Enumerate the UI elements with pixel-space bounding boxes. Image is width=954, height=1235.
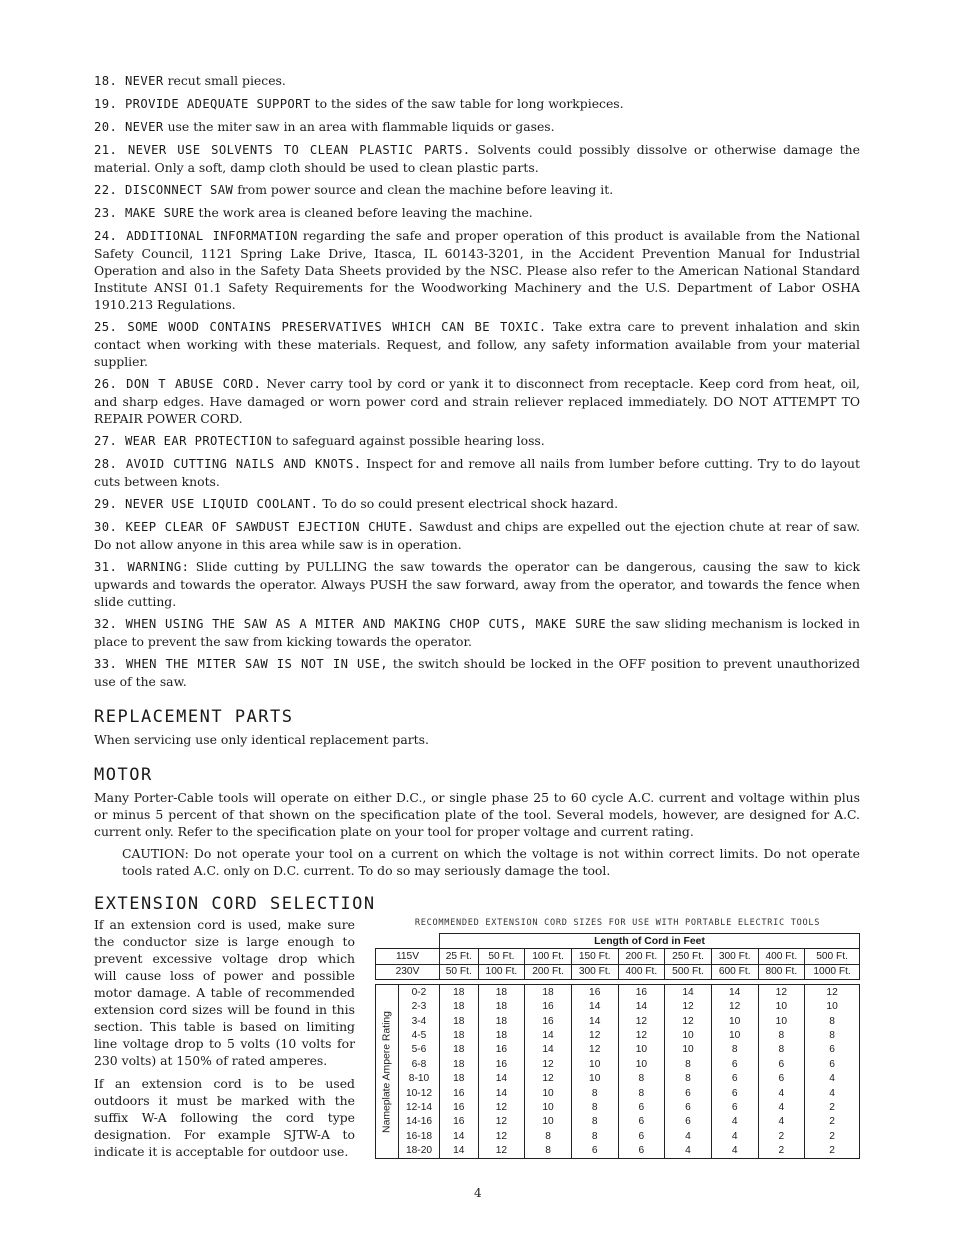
- safety-rule-lead: 33. WHEN THE MITER SAW IS NOT IN USE,: [94, 657, 388, 671]
- safety-rule-lead: 30. KEEP CLEAR OF SAWDUST EJECTION CHUTE.: [94, 520, 415, 534]
- motor-text: Many Porter-Cable tools will operate on either D.C., or single phase 25 to 60 cycle A.C. current and voltage within plus or minus 5 percent of that shown on the specification plate of the tool. Several models, however, are designed for A.C. current only. Refer to the specification plate on your tool for proper voltage and current rating.: [94, 790, 860, 839]
- safety-rule-lead: 20. NEVER: [94, 120, 164, 134]
- safety-rule-text: from power source and clean the machine before leaving it.: [233, 182, 614, 197]
- gauge-value: 14: [525, 1043, 572, 1057]
- gauge-value: 18: [440, 1000, 479, 1014]
- gauge-value: 6: [618, 1100, 665, 1114]
- gauge-value: 16: [440, 1115, 479, 1129]
- length-115v: 400 Ft.: [758, 949, 805, 964]
- ampere-range: 8-10: [399, 1072, 440, 1086]
- gauge-value: 6: [711, 1086, 758, 1100]
- ampere-range: 0-2: [399, 985, 440, 1000]
- safety-rule-text: recut small pieces.: [163, 73, 286, 88]
- length-115v: 200 Ft.: [618, 949, 665, 964]
- gauge-value: 8: [571, 1100, 618, 1114]
- length-230v: 500 Ft.: [665, 964, 712, 979]
- safety-rule-text: to the sides of the saw table for long workpieces.: [310, 96, 624, 111]
- safety-rule-lead: 23. MAKE SURE: [94, 206, 195, 220]
- gauge-value: 12: [478, 1100, 525, 1114]
- safety-rule-text: the work area is cleaned before leaving the machine.: [194, 205, 533, 220]
- extension-cord-table-block: [375, 916, 860, 1159]
- gauge-value: 10: [805, 1000, 860, 1014]
- gauge-value: 8: [711, 1043, 758, 1057]
- gauge-value: 6: [665, 1086, 712, 1100]
- gauge-value: 14: [478, 1086, 525, 1100]
- safety-rule: [94, 118, 860, 136]
- gauge-value: 18: [440, 1072, 479, 1086]
- gauge-value: 4: [805, 1072, 860, 1086]
- ampere-range: 14-16: [399, 1115, 440, 1129]
- gauge-value: 10: [525, 1086, 572, 1100]
- safety-rules-list: [94, 72, 860, 690]
- length-230v: 1000 Ft.: [805, 964, 860, 979]
- safety-rule-lead: 27. WEAR EAR PROTECTION: [94, 434, 272, 448]
- length-230v: 600 Ft.: [711, 964, 758, 979]
- gauge-value: 10: [571, 1057, 618, 1071]
- gauge-value: 2: [805, 1115, 860, 1129]
- gauge-value: 14: [478, 1072, 525, 1086]
- gauge-value: 12: [665, 1000, 712, 1014]
- gauge-value: 10: [758, 1000, 805, 1014]
- nameplate-ampere-text: Nameplate Ampere Rating: [381, 1010, 393, 1133]
- gauge-value: 14: [571, 1000, 618, 1014]
- table-row: [376, 1072, 860, 1086]
- gauge-value: 8: [571, 1086, 618, 1100]
- ampere-range: 10-12: [399, 1086, 440, 1100]
- gauge-value: 16: [525, 1014, 572, 1028]
- gauge-value: 18: [478, 1000, 525, 1014]
- length-115v: 25 Ft.: [440, 949, 479, 964]
- ampere-range: 5-6: [399, 1043, 440, 1057]
- safety-rule: [94, 72, 860, 90]
- length-230v: 300 Ft.: [571, 964, 618, 979]
- extension-cord-para-2: If an extension cord is to be used outdoors it must be marked with the suffix W-A following the cord type designation. For example SJTW-A to indicate it is acceptable for outdoor use.: [94, 1076, 355, 1159]
- gauge-value: 4: [711, 1143, 758, 1158]
- table-row: [376, 1100, 860, 1114]
- gauge-value: 18: [440, 985, 479, 1000]
- gauge-value: 14: [525, 1028, 572, 1042]
- gauge-value: 18: [478, 1028, 525, 1042]
- safety-rule-text: Solvents could possibly dissolve or otherwise damage the material. Only a soft, damp cloth should be used to clean plastic parts.: [94, 142, 860, 175]
- gauge-value: 8: [571, 1115, 618, 1129]
- gauge-value: 2: [758, 1143, 805, 1158]
- gauge-value: 16: [618, 985, 665, 1000]
- gauge-value: 12: [525, 1072, 572, 1086]
- gauge-value: 12: [571, 1028, 618, 1042]
- gauge-value: 12: [478, 1115, 525, 1129]
- safety-rule-text: Slide cutting by PULLING the saw towards the operator can be dangerous, causing the saw to kick upwards and towards the operator. Always PUSH the saw forward, away from the operator, and towards the fence when slide cutting.: [94, 559, 860, 609]
- table-row: [376, 1000, 860, 1014]
- gauge-value: 18: [440, 1043, 479, 1057]
- gauge-value: 6: [758, 1057, 805, 1071]
- gauge-value: 10: [571, 1072, 618, 1086]
- gauge-value: 12: [665, 1014, 712, 1028]
- gauge-value: 8: [758, 1028, 805, 1042]
- gauge-value: 10: [525, 1100, 572, 1114]
- motor-caution: CAUTION: Do not operate your tool on a current on which the voltage is not within correct limits. Do not operate tools rated A.C. only on D.C. current. To do so may seriously damage the tool.: [122, 846, 860, 878]
- safety-rule-text: To do so could present electrical shock hazard.: [318, 496, 619, 511]
- safety-rule-text: use the miter saw in an area with flammable liquids or gases.: [163, 119, 555, 134]
- safety-rule-text: Never carry tool by cord or yank it to disconnect from receptacle. Keep cord from heat, oil, and sharp edges. Have damaged or worn power cord and strain reliever replaced immediately. DO NOT ATTEMPT TO REPAIR POWER CORD.: [94, 376, 860, 426]
- gauge-value: 14: [665, 985, 712, 1000]
- gauge-value: 8: [805, 1028, 860, 1042]
- replacement-parts-heading: REPLACEMENT PARTS: [94, 707, 294, 727]
- motor-heading: MOTOR: [94, 765, 153, 785]
- gauge-value: 12: [711, 1000, 758, 1014]
- gauge-value: 10: [665, 1043, 712, 1057]
- gauge-value: 4: [711, 1129, 758, 1143]
- extension-cord-section: [94, 916, 860, 1216]
- safety-rule-text: Sawdust and chips are expelled out the ejection chute at rear of saw. Do not allow anyone in this area while saw is in operation.: [94, 519, 860, 552]
- gauge-value: 2: [805, 1129, 860, 1143]
- gauge-value: 14: [711, 985, 758, 1000]
- table-row: [376, 1028, 860, 1042]
- gauge-value: 8: [525, 1129, 572, 1143]
- gauge-value: 6: [665, 1100, 712, 1114]
- gauge-value: 16: [478, 1057, 525, 1071]
- length-115v: 100 Ft.: [525, 949, 572, 964]
- gauge-value: 12: [805, 985, 860, 1000]
- safety-rule-lead: 24. ADDITIONAL INFORMATION: [94, 229, 298, 243]
- safety-rule: [94, 432, 860, 450]
- safety-rule-text: the saw sliding mechanism is locked in place to prevent the saw from kicking towards the operator.: [94, 616, 860, 649]
- gauge-value: 6: [618, 1143, 665, 1158]
- ampere-range: 16-18: [399, 1129, 440, 1143]
- ampere-range: 18-20: [399, 1143, 440, 1158]
- gauge-value: 6: [805, 1057, 860, 1071]
- safety-rule: [94, 495, 860, 513]
- table-row: [376, 1057, 860, 1071]
- safety-rule-text: Inspect for and remove all nails from lumber before cutting. Try to do layout cuts between knots.: [94, 456, 860, 489]
- ampere-range: 6-8: [399, 1057, 440, 1071]
- gauge-value: 6: [571, 1143, 618, 1158]
- manual-page: [94, 72, 860, 1216]
- gauge-value: 6: [618, 1129, 665, 1143]
- safety-rule: [94, 558, 860, 610]
- gauge-value: 12: [478, 1143, 525, 1158]
- gauge-value: 10: [711, 1014, 758, 1028]
- safety-rule-lead: 18. NEVER: [94, 74, 164, 88]
- gauge-value: 14: [571, 1014, 618, 1028]
- safety-rule: [94, 141, 860, 176]
- table-caption: RECOMMENDED EXTENSION CORD SIZES FOR USE WITH PORTABLE ELECTRIC TOOLS: [414, 918, 821, 928]
- gauge-value: 4: [805, 1086, 860, 1100]
- gauge-value: 16: [525, 1000, 572, 1014]
- gauge-value: 14: [440, 1129, 479, 1143]
- gauge-value: 8: [571, 1129, 618, 1143]
- gauge-value: 18: [440, 1028, 479, 1042]
- length-230v: 200 Ft.: [525, 964, 572, 979]
- extension-cord-para-1: If an extension cord is used, make sure the conductor size is large enough to prevent excessive voltage drop which will cause loss of power and possible motor damage. A table of recommended extension cord sizes will be found in this section. This table is based on limiting line voltage drop to 5 volts (10 volts for 230 volts) at 150% of rated amperes.: [94, 917, 355, 1068]
- gauge-value: 16: [440, 1086, 479, 1100]
- gauge-value: 8: [805, 1014, 860, 1028]
- gauge-value: 18: [440, 1014, 479, 1028]
- gauge-value: 8: [665, 1072, 712, 1086]
- length-115v: 150 Ft.: [571, 949, 618, 964]
- length-230v: 100 Ft.: [478, 964, 525, 979]
- gauge-value: 4: [665, 1143, 712, 1158]
- gauge-value: 18: [478, 1014, 525, 1028]
- gauge-value: 14: [618, 1000, 665, 1014]
- gauge-value: 8: [665, 1057, 712, 1071]
- safety-rule-lead: 19. PROVIDE ADEQUATE SUPPORT: [94, 97, 311, 111]
- gauge-value: 12: [618, 1028, 665, 1042]
- gauge-value: 6: [618, 1115, 665, 1129]
- voltage-label-115: 115V: [376, 949, 440, 964]
- gauge-value: 10: [618, 1057, 665, 1071]
- ampere-range: 4-5: [399, 1028, 440, 1042]
- gauge-value: 16: [571, 985, 618, 1000]
- ampere-range: 12-14: [399, 1100, 440, 1114]
- safety-rule: [94, 95, 860, 113]
- table-corner: [376, 934, 440, 949]
- replacement-parts-text: When servicing use only identical replacement parts.: [94, 732, 429, 747]
- safety-rule-text: regarding the safe and proper operation of this product is available from the National Safety Council, 1121 Spring Lake Drive, Itasca, IL 60143-3201, in the Accident Prevention Manual for Industrial Operation and also in the Safety Data Sheets provided by the NSC. Please also refer to the American National Standard Institute ANSI 01.1 Safety Requirements for the Woodworking Machinery and the U.S. Department of Labor OSHA 1910.213 Regulations.: [94, 228, 860, 312]
- gauge-value: 18: [478, 985, 525, 1000]
- safety-rule: [94, 615, 860, 650]
- safety-rule-lead: 22. DISCONNECT SAW: [94, 183, 234, 197]
- safety-rule: [94, 518, 860, 553]
- safety-rule-lead: 32. WHEN USING THE SAW AS A MITER AND MAKING CHOP CUTS, MAKE SURE: [94, 617, 606, 631]
- safety-rule: [94, 181, 860, 199]
- gauge-value: 12: [571, 1043, 618, 1057]
- safety-rule: [94, 455, 860, 490]
- extension-cord-heading: EXTENSION CORD SELECTION: [94, 894, 376, 914]
- safety-rule-text: the switch should be locked in the OFF position to prevent unauthorized use of the saw.: [94, 656, 860, 689]
- gauge-value: 6: [805, 1043, 860, 1057]
- safety-rule-lead: 25. SOME WOOD CONTAINS PRESERVATIVES WHICH CAN BE TOXIC.: [94, 320, 547, 334]
- extension-cord-text: [94, 916, 355, 1166]
- safety-rule-lead: 28. AVOID CUTTING NAILS AND KNOTS.: [94, 457, 362, 471]
- safety-rule-lead: 29. NEVER USE LIQUID COOLANT.: [94, 497, 319, 511]
- length-230v: 50 Ft.: [440, 964, 479, 979]
- gauge-value: 4: [758, 1086, 805, 1100]
- gauge-value: 8: [618, 1086, 665, 1100]
- length-115v: 50 Ft.: [478, 949, 525, 964]
- gauge-value: 14: [440, 1143, 479, 1158]
- safety-rule: [94, 375, 860, 427]
- table-row: [376, 1143, 860, 1158]
- gauge-value: 4: [758, 1115, 805, 1129]
- table-row: [376, 1115, 860, 1129]
- length-115v: 500 Ft.: [805, 949, 860, 964]
- gauge-value: 10: [525, 1115, 572, 1129]
- voltage-label-230: 230V: [376, 964, 440, 979]
- gauge-value: 16: [440, 1100, 479, 1114]
- gauge-value: 10: [665, 1028, 712, 1042]
- gauge-value: 2: [805, 1100, 860, 1114]
- gauge-value: 4: [711, 1115, 758, 1129]
- gauge-value: 12: [478, 1129, 525, 1143]
- gauge-value: 6: [711, 1100, 758, 1114]
- gauge-value: 16: [478, 1043, 525, 1057]
- gauge-value: 6: [758, 1072, 805, 1086]
- gauge-value: 18: [440, 1057, 479, 1071]
- table-row: [376, 1043, 860, 1057]
- safety-rule-lead: 21. NEVER USE SOLVENTS TO CLEAN PLASTIC PARTS.: [94, 143, 471, 157]
- gauge-value: 6: [665, 1115, 712, 1129]
- gauge-value: 10: [618, 1043, 665, 1057]
- gauge-value: 4: [758, 1100, 805, 1114]
- safety-rule-lead: 26. DON T ABUSE CORD.: [94, 377, 262, 391]
- gauge-value: 18: [525, 985, 572, 1000]
- length-115v: 300 Ft.: [711, 949, 758, 964]
- gauge-value: 10: [758, 1014, 805, 1028]
- length-230v: 800 Ft.: [758, 964, 805, 979]
- gauge-value: 8: [525, 1143, 572, 1158]
- ampere-range: 2-3: [399, 1000, 440, 1014]
- gauge-value: 12: [758, 985, 805, 1000]
- gauge-value: 4: [665, 1129, 712, 1143]
- gauge-value: 6: [711, 1072, 758, 1086]
- safety-rule-text: Take extra care to prevent inhalation and skin contact when working with these materials. Request, and follow, any safety information available from your material supplier.: [94, 319, 860, 369]
- extension-cord-table: [375, 933, 860, 1159]
- gauge-value: 2: [805, 1143, 860, 1158]
- gauge-value: 8: [618, 1072, 665, 1086]
- gauge-value: 12: [618, 1014, 665, 1028]
- table-row: [376, 1129, 860, 1143]
- length-header: Length of Cord in Feet: [440, 934, 860, 949]
- table-row: [376, 1014, 860, 1028]
- gauge-value: 10: [711, 1028, 758, 1042]
- nameplate-ampere-label: [376, 985, 399, 1159]
- safety-rule-lead: 31. WARNING:: [94, 560, 190, 574]
- safety-rule: [94, 227, 860, 313]
- page-number: 4: [474, 1186, 482, 1200]
- safety-rule-text: to safeguard against possible hearing loss.: [271, 433, 545, 448]
- safety-rule: [94, 655, 860, 690]
- safety-rule: [94, 204, 860, 222]
- table-row: [376, 985, 860, 1000]
- gauge-value: 2: [758, 1129, 805, 1143]
- length-115v: 250 Ft.: [665, 949, 712, 964]
- gauge-value: 12: [525, 1057, 572, 1071]
- gauge-value: 6: [711, 1057, 758, 1071]
- gauge-value: 8: [758, 1043, 805, 1057]
- length-230v: 400 Ft.: [618, 964, 665, 979]
- table-row: [376, 1086, 860, 1100]
- ampere-range: 3-4: [399, 1014, 440, 1028]
- safety-rule: [94, 318, 860, 370]
